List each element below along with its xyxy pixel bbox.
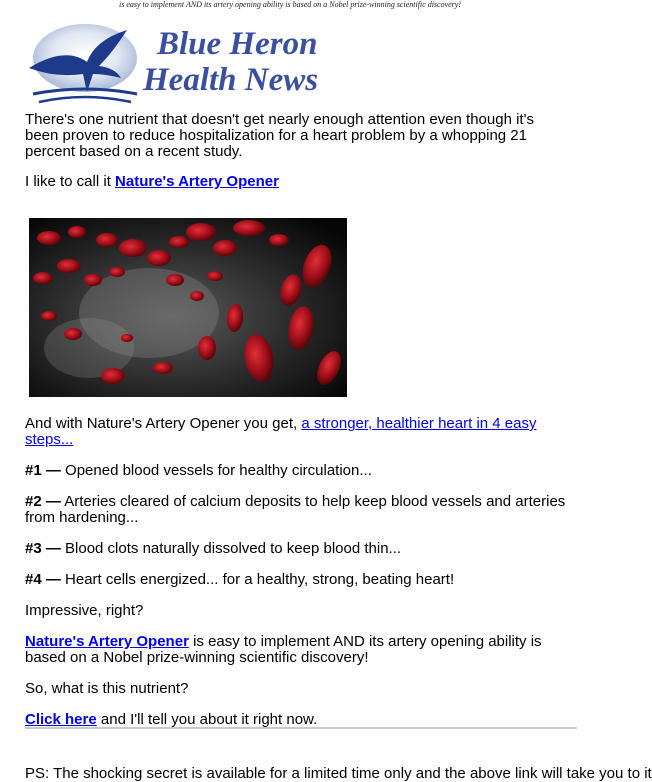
preheader-text: is easy to implement AND its artery opening ability is based on a Nobel prize-winning scientific discovery! [118,0,462,9]
step-number: #3 — [25,540,61,557]
step-item [25,494,570,526]
click-paragraph [25,712,570,728]
click-suffix: and I'll tell you about it right now. [96,711,318,728]
step-item [25,572,570,588]
step-number: #4 — [25,571,61,588]
step-text: Heart cells energized... for a healthy, strong, beating heart! [60,571,455,588]
email-body [25,112,570,728]
product-paragraph [25,634,570,666]
step-text: Opened blood vessels for healthy circulation... [60,462,372,479]
step-number: #2 — [25,493,61,510]
ps-text: PS: The shocking secret is available for a limited time only and the above link will take you to it [25,765,652,782]
step-text: Arteries cleared of calcium deposits to help keep blood vessels and arteries from hardening... [25,493,566,526]
steps-intro-paragraph [25,416,570,448]
question-text: So, what is this nutrient? [25,680,189,697]
blood-cells-image[interactable] [29,218,347,397]
natures-artery-opener-link-2[interactable]: Nature's Artery Opener [25,633,189,650]
steps-intro-prefix: And with Nature's Artery Opener you get, [25,415,302,432]
step-text: Blood clots naturally dissolved to keep blood thin... [60,540,402,557]
step-item [25,463,570,479]
step-number: #1 — [25,462,61,479]
natures-artery-opener-link[interactable]: Nature's Artery Opener [115,173,279,190]
blue-heron-logo[interactable] [25,18,385,108]
intro-paragraph: There's one nutrient that doesn't get nearly enough attention even though it's been proven to reduce hospitalization for a heart problem by a whopping 21 percent based on a recent study. [25,111,534,160]
stronger-heart-link[interactable]: a stronger, healthier heart in 4 easy steps... [25,415,537,448]
call-prefix: I like to call it [25,173,116,190]
logo-line-2: Health News [143,62,319,98]
divider [25,727,577,729]
logo-line-1: Blue Heron [157,26,318,62]
step-item [25,541,570,557]
product-suffix: is easy to implement AND its artery opening ability is based on a Nobel prize-winning scientific discovery! [25,633,542,666]
impressive-text: Impressive, right? [25,602,144,619]
call-paragraph [25,174,570,190]
click-here-link[interactable]: Click here [25,711,97,728]
